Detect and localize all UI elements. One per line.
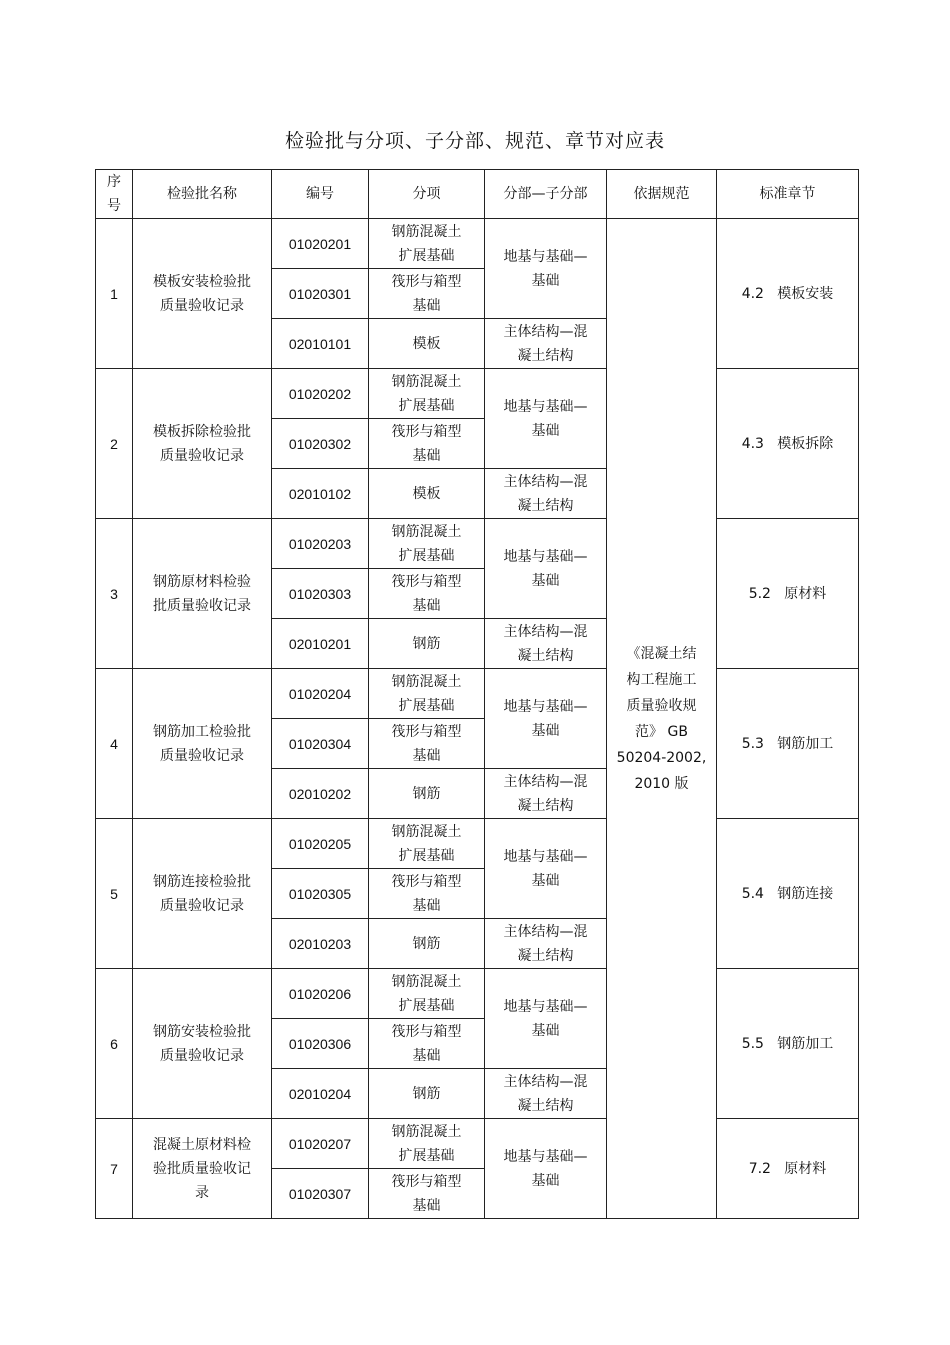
item-cell — [369, 219, 485, 269]
division-line: 地基与基础— — [503, 248, 588, 265]
batch-name-cell — [133, 519, 272, 669]
batch-name-line: 质量验收记录 — [160, 1047, 244, 1064]
division-line: 凝土结构 — [517, 497, 574, 514]
division-cell — [485, 819, 607, 919]
division-line: 凝土结构 — [517, 947, 574, 964]
header-item: 分项 — [369, 170, 485, 219]
item-line: 筏形与箱型 — [391, 273, 462, 290]
seq-cell: 1 — [96, 219, 133, 369]
code-cell: 01020204 — [272, 669, 369, 719]
item-line: 基础 — [412, 747, 441, 764]
item-line: 扩展基础 — [398, 997, 455, 1014]
batch-name-cell — [133, 219, 272, 369]
code-cell: 01020307 — [272, 1169, 369, 1219]
code-cell: 02010201 — [272, 619, 369, 669]
header-division: 分部—子分部 — [485, 170, 607, 219]
header-row — [96, 170, 859, 219]
item-cell — [369, 269, 485, 319]
division-line: 基础 — [531, 872, 560, 889]
code-cell: 01020303 — [272, 569, 369, 619]
item-cell — [369, 819, 485, 869]
item-cell — [369, 419, 485, 469]
code-cell: 01020302 — [272, 419, 369, 469]
batch-name-line: 质量验收记录 — [160, 447, 244, 464]
seq-cell: 4 — [96, 669, 133, 819]
item-line: 钢筋 — [412, 1085, 441, 1102]
code-cell: 01020206 — [272, 969, 369, 1019]
division-line: 基础 — [531, 572, 560, 589]
item-line: 筏形与箱型 — [391, 723, 462, 740]
chapter-cell: 4.2 模板安装 — [717, 219, 859, 369]
header-seq-char: 序 — [107, 174, 121, 190]
seq-cell: 7 — [96, 1119, 133, 1219]
batch-name-line: 钢筋原材料检验 — [153, 573, 251, 590]
item-line: 基础 — [412, 447, 441, 464]
batch-name-line: 录 — [195, 1184, 209, 1201]
item-cell — [369, 719, 485, 769]
division-line: 主体结构—混 — [503, 773, 588, 790]
code-cell: 01020301 — [272, 269, 369, 319]
item-cell — [369, 619, 485, 669]
chapter-cell: 5.4 钢筋连接 — [717, 819, 859, 969]
division-line: 地基与基础— — [503, 1148, 588, 1165]
item-cell — [369, 519, 485, 569]
item-line: 基础 — [412, 297, 441, 314]
seq-cell: 3 — [96, 519, 133, 669]
standard-line: 构工程施工 — [626, 671, 697, 688]
code-cell: 01020202 — [272, 369, 369, 419]
division-line: 基础 — [531, 1022, 560, 1039]
item-line: 筏形与箱型 — [391, 423, 462, 440]
item-line: 钢筋混凝土 — [391, 1123, 462, 1140]
item-cell — [369, 569, 485, 619]
header-seq-char: 号 — [107, 198, 121, 214]
item-cell — [369, 919, 485, 969]
item-line: 基础 — [412, 597, 441, 614]
header-standard: 依据规范 — [607, 170, 717, 219]
code-cell: 01020201 — [272, 219, 369, 269]
item-cell — [369, 469, 485, 519]
division-line: 基础 — [531, 722, 560, 739]
header-seq-text — [96, 170, 132, 218]
standard-line: 《混凝土结 — [626, 645, 697, 662]
division-line: 主体结构—混 — [503, 623, 588, 640]
item-cell — [369, 969, 485, 1019]
table-row — [96, 219, 859, 269]
division-cell — [485, 969, 607, 1069]
table-row — [96, 669, 859, 719]
division-cell — [485, 369, 607, 469]
division-cell — [485, 219, 607, 319]
item-line: 扩展基础 — [398, 397, 455, 414]
division-cell — [485, 1069, 607, 1119]
item-line: 钢筋 — [412, 785, 441, 802]
division-cell — [485, 1119, 607, 1219]
correspondence-table — [95, 169, 859, 1219]
division-line: 主体结构—混 — [503, 923, 588, 940]
item-cell — [369, 369, 485, 419]
batch-name-line: 质量验收记录 — [160, 747, 244, 764]
chapter-cell: 5.3 钢筋加工 — [717, 669, 859, 819]
item-line: 基础 — [412, 1047, 441, 1064]
division-cell — [485, 319, 607, 369]
item-line: 筏形与箱型 — [391, 1173, 462, 1190]
item-line: 扩展基础 — [398, 547, 455, 564]
batch-name-line: 钢筋加工检验批 — [153, 723, 251, 740]
header-seq — [96, 170, 133, 219]
page-title: 检验批与分项、子分部、规范、章节对应表 — [284, 130, 665, 152]
division-cell — [485, 919, 607, 969]
standard-line: 范》 GB — [635, 723, 688, 740]
table-body — [96, 219, 859, 1219]
division-line: 主体结构—混 — [503, 1073, 588, 1090]
item-line: 钢筋混凝土 — [391, 823, 462, 840]
table-row — [96, 819, 859, 869]
batch-name-line: 批质量验收记录 — [153, 597, 251, 614]
code-cell: 02010102 — [272, 469, 369, 519]
code-cell: 02010204 — [272, 1069, 369, 1119]
batch-name-line: 混凝土原材料检 — [153, 1136, 251, 1153]
seq-cell: 5 — [96, 819, 133, 969]
item-line: 筏形与箱型 — [391, 1023, 462, 1040]
batch-name-cell — [133, 969, 272, 1119]
seq-cell: 2 — [96, 369, 133, 519]
standard-line: 50204-2002, — [616, 749, 707, 766]
standard-line: 2010 版 — [634, 775, 689, 792]
batch-name-line: 质量验收记录 — [160, 897, 244, 914]
batch-name-line: 钢筋安装检验批 — [153, 1023, 251, 1040]
header-code: 编号 — [272, 170, 369, 219]
division-cell — [485, 519, 607, 619]
batch-name-cell — [133, 1119, 272, 1219]
item-line: 扩展基础 — [398, 847, 455, 864]
table-row — [96, 969, 859, 1019]
item-line: 钢筋 — [412, 635, 441, 652]
division-line: 地基与基础— — [503, 848, 588, 865]
item-cell — [369, 1019, 485, 1069]
item-line: 扩展基础 — [398, 1147, 455, 1164]
item-line: 模板 — [412, 485, 441, 502]
division-line: 凝土结构 — [517, 1097, 574, 1114]
division-line: 主体结构—混 — [503, 323, 588, 340]
table-row — [96, 519, 859, 569]
division-line: 地基与基础— — [503, 698, 588, 715]
item-cell — [369, 1119, 485, 1169]
standard-line: 质量验收规 — [626, 697, 697, 714]
batch-name-line: 验批质量验收记 — [153, 1160, 251, 1177]
header-name: 检验批名称 — [133, 170, 272, 219]
item-line: 钢筋混凝土 — [391, 223, 462, 240]
division-cell — [485, 769, 607, 819]
code-cell: 01020306 — [272, 1019, 369, 1069]
item-line: 钢筋混凝土 — [391, 673, 462, 690]
item-line: 钢筋混凝土 — [391, 973, 462, 990]
division-line: 凝土结构 — [517, 347, 574, 364]
item-line: 扩展基础 — [398, 247, 455, 264]
item-line: 模板 — [412, 335, 441, 352]
batch-name-line: 钢筋连接检验批 — [153, 873, 251, 890]
code-cell: 02010202 — [272, 769, 369, 819]
code-cell: 01020205 — [272, 819, 369, 869]
division-line: 基础 — [531, 272, 560, 289]
item-line: 基础 — [412, 1197, 441, 1214]
table-row — [96, 369, 859, 419]
division-line: 基础 — [531, 422, 560, 439]
division-line: 基础 — [531, 1172, 560, 1189]
item-line: 筏形与箱型 — [391, 873, 462, 890]
code-cell: 02010101 — [272, 319, 369, 369]
item-cell — [369, 1169, 485, 1219]
batch-name-line: 模板安装检验批 — [153, 273, 251, 290]
division-line: 主体结构—混 — [503, 473, 588, 490]
item-line: 钢筋混凝土 — [391, 523, 462, 540]
code-cell: 01020305 — [272, 869, 369, 919]
item-cell — [369, 319, 485, 369]
seq-cell: 6 — [96, 969, 133, 1119]
standard-cell — [607, 219, 717, 1219]
division-line: 地基与基础— — [503, 548, 588, 565]
code-cell: 01020207 — [272, 1119, 369, 1169]
batch-name-cell — [133, 369, 272, 519]
code-cell: 01020203 — [272, 519, 369, 569]
division-cell — [485, 669, 607, 769]
batch-name-line: 模板拆除检验批 — [153, 423, 251, 440]
item-line: 扩展基础 — [398, 697, 455, 714]
table-row — [96, 1119, 859, 1169]
item-cell — [369, 869, 485, 919]
code-cell: 01020304 — [272, 719, 369, 769]
batch-name-cell — [133, 819, 272, 969]
item-line: 钢筋 — [412, 935, 441, 952]
division-line: 地基与基础— — [503, 998, 588, 1015]
division-line: 凝土结构 — [517, 647, 574, 664]
header-chapter: 标准章节 — [717, 170, 859, 219]
division-line: 凝土结构 — [517, 797, 574, 814]
item-cell — [369, 769, 485, 819]
division-cell — [485, 619, 607, 669]
batch-name-line: 质量验收记录 — [160, 297, 244, 314]
division-cell — [485, 469, 607, 519]
chapter-cell: 4.3 模板拆除 — [717, 369, 859, 519]
batch-name-cell — [133, 669, 272, 819]
item-cell — [369, 669, 485, 719]
chapter-cell: 5.2 原材料 — [717, 519, 859, 669]
item-line: 筏形与箱型 — [391, 573, 462, 590]
item-cell — [369, 1069, 485, 1119]
chapter-cell: 7.2 原材料 — [717, 1119, 859, 1219]
chapter-cell: 5.5 钢筋加工 — [717, 969, 859, 1119]
division-line: 地基与基础— — [503, 398, 588, 415]
code-cell: 02010203 — [272, 919, 369, 969]
item-line: 基础 — [412, 897, 441, 914]
item-line: 钢筋混凝土 — [391, 373, 462, 390]
